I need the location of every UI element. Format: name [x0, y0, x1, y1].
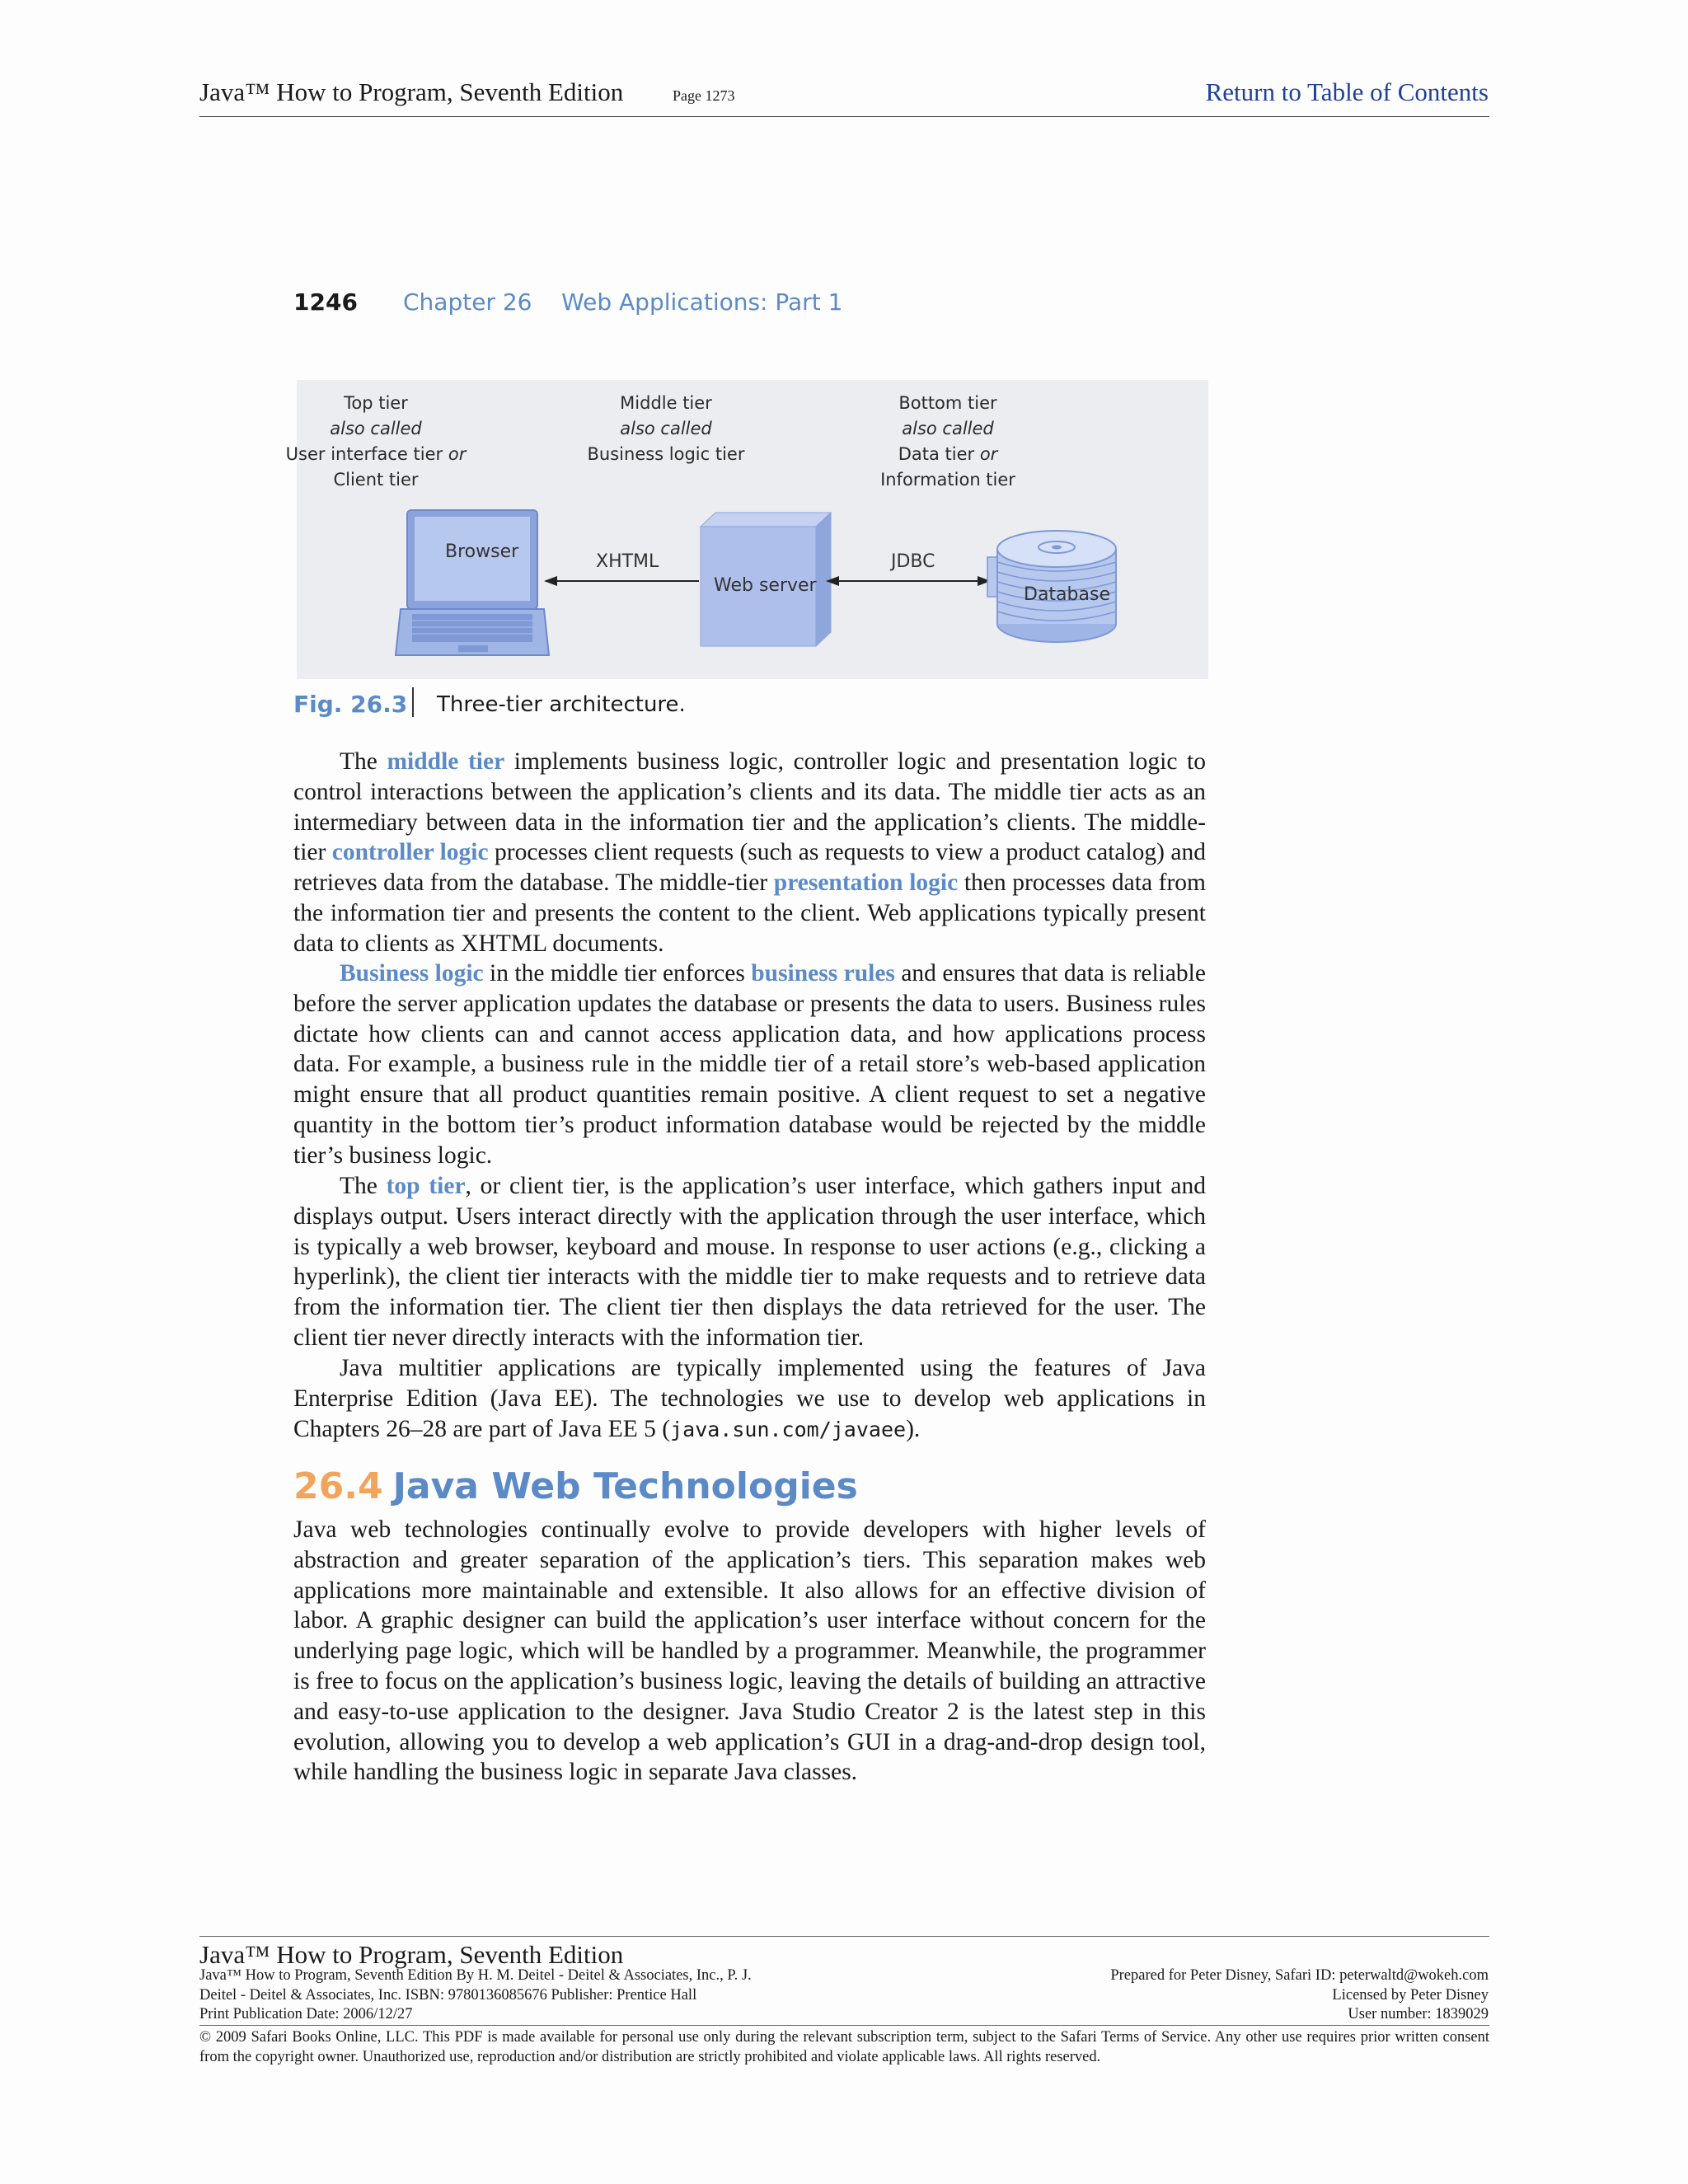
xhtml-arrow: [544, 576, 699, 586]
key-term-business-logic: Business logic: [340, 960, 484, 987]
footer-user-number: User number: 1839029: [1348, 2006, 1489, 2022]
key-term-top-tier: top tier: [386, 1173, 466, 1199]
footer-pub-date: Print Publication Date: 2006/12/27: [199, 2006, 413, 2022]
paragraph-top-tier: [293, 1171, 1206, 1353]
page-number: 1246: [293, 288, 358, 316]
text-run: processes client requests (such as requests to view a product catalog) and retrieves data from the database. The middle-tier: [293, 839, 1207, 897]
key-term-business-rules: business rules: [751, 960, 895, 987]
text-run: implements business logic, controller logic and presentation logic to control interactions between the application’s clients and its data. The middle tier acts as an intermediary between data in the information tier and the application’s clients. The middle-tier: [293, 748, 1206, 866]
toc-link[interactable]: Return to Table of Contents: [1205, 77, 1489, 106]
top-tier-line2: also called: [330, 419, 422, 438]
text-run: then processes data from the information tier and presents the content to the client. Web applications typically present data to clients as XHTML documents.: [293, 869, 1207, 957]
diagram-graphics: [297, 380, 1208, 679]
text-run: , or client tier, is the application’s user interface, which gathers input and displays output. Users interact directly with the application through the user interface, which is typically a web browser, keyboard and mouse. In response to user actions (e.g., clicking a hyperlink), the client tier interacts with the middle tier to make requests and to retrieve data from the information tier. The client tier then displays the data retrieved for the user. The client tier never directly interacts with the information tier.: [293, 1173, 1207, 1351]
top-tier-line1: Top tier: [344, 393, 408, 413]
xhtml-label: XHTML: [596, 551, 659, 572]
database-label: Database: [1024, 584, 1110, 605]
top-tier-line3: User interface tier: [285, 444, 448, 464]
header-divider: [199, 116, 1489, 117]
three-tier-diagram: [285, 380, 1208, 679]
text-run: The: [340, 748, 387, 775]
bottom-tier-line1: Bottom tier: [898, 393, 997, 413]
key-term-presentation-logic: presentation logic: [773, 869, 959, 897]
middle-tier-line3: Business logic tier: [587, 444, 745, 464]
laptop-icon: [396, 510, 549, 655]
text-run: and ensures that data is reliable before the server application updates the database or presents the data to users. Business rules dictate how clients can and cannot access application data, and how applications process data. For example, a business rule in the middle tier of a retail store’s web-based application might ensure that all product quantities remain positive. A client request to set a negative quantity in the bottom tier’s product information database would be rejected by the middle tier’s business logic.: [293, 960, 1206, 1169]
paragraph-web-technologies: Java web technologies continually evolve to provide developers with higher levels of abstraction and greater separation of the application’s tiers. This separation makes web applications more maintainable and extensible. It also allows for an effective division of labor. A graphic designer can build the application’s user interface without concern for the underlying page logic, which will be handled by a programmer. Meanwhile, the programmer is free to focus on the application’s business logic, leaving the details of building an attractive and easy-to-use application to the designer. Java Studio Creator 2 is the latest step in this evolution, allowing you to develop a web application’s GUI in a drag-and-drop design tool, while handling the business logic in separate Java classes.: [293, 1516, 1206, 1786]
footer-licensed-by: Licensed by Peter Disney: [1332, 1986, 1489, 2004]
footer-isbn: Deitel - Deitel & Associates, Inc. ISBN: 9780136085676 Publisher: Prentice Hall: [199, 1986, 697, 2004]
book-title: Java™ How to Program, Seventh Edition: [199, 77, 624, 106]
text-run: in the middle tier enforces: [483, 960, 752, 987]
footer-divider: [199, 1936, 1489, 1937]
top-tier-or: or: [448, 444, 467, 464]
jdbc-label: JDBC: [891, 551, 935, 572]
footer-book-title: Java™ How to Program, Seventh Edition: [199, 1940, 624, 1969]
page-label: Page 1273: [673, 87, 735, 104]
footer-license-info: [1110, 1966, 1489, 2025]
section-number: 26.4: [293, 1465, 383, 1507]
bottom-tier-or: or: [979, 444, 998, 464]
section-heading: [293, 1465, 858, 1507]
text-run: Java multitier applications are typically implemented using the features of Java Enterprise Edition (Java EE). The technologies we use to develop web applications in Chapters 26–28 are part of Java EE 5 (: [293, 1355, 1206, 1442]
caption-separator: [412, 687, 414, 717]
bottom-tier-line2: also called: [902, 419, 994, 438]
jdbc-arrow: [826, 576, 991, 586]
figure-number: Fig. 26.3: [293, 691, 408, 718]
bottom-tier-line3: Data tier: [898, 444, 980, 464]
java-ee-url: java.sun.com/javaee: [670, 1417, 907, 1441]
footer-prepared-for: Prepared for Peter Disney, Safari ID: peterwaltd@wokeh.com: [1110, 1967, 1489, 1984]
web-server-label: Web server: [714, 575, 817, 596]
footer-divider-2: [199, 2025, 1489, 2026]
paragraph-business-logic: [293, 958, 1206, 1171]
top-tier-line4: Client tier: [333, 470, 419, 490]
text-run: ).: [906, 1415, 921, 1442]
section-title: Java Web Technologies: [392, 1465, 858, 1507]
footer-copyright: © 2009 Safari Books Online, LLC. This PDF is made available for personal use only during the relevant subscription term, subject to the Safari Terms of Service. Any other use requires prior written consent from the copyright owner. Unauthorized use, reproduction and/or distribution are strictly prohibited and violate applicable laws. All rights reserved.: [199, 2029, 1489, 2065]
middle-tier-line1: Middle tier: [620, 393, 712, 413]
browser-label: Browser: [445, 541, 519, 562]
key-term-controller-logic: controller logic: [331, 839, 489, 866]
footer-publication-info: [199, 1966, 752, 2025]
text-run: The: [340, 1173, 387, 1199]
middle-tier-line2: also called: [620, 419, 712, 438]
figure-caption: Three-tier architecture.: [437, 692, 686, 717]
bottom-tier-line4: Information tier: [880, 470, 1015, 490]
chapter-title: Chapter 26 Web Applications: Part 1: [403, 288, 843, 316]
paragraph-java-ee: [293, 1353, 1206, 1445]
footer-authors: Java™ How to Program, Seventh Edition By H. M. Deitel - Deitel & Associates, Inc., P. J.: [199, 1967, 752, 1984]
key-term-middle-tier: middle tier: [387, 748, 505, 775]
paragraph-middle-tier: [293, 747, 1206, 959]
